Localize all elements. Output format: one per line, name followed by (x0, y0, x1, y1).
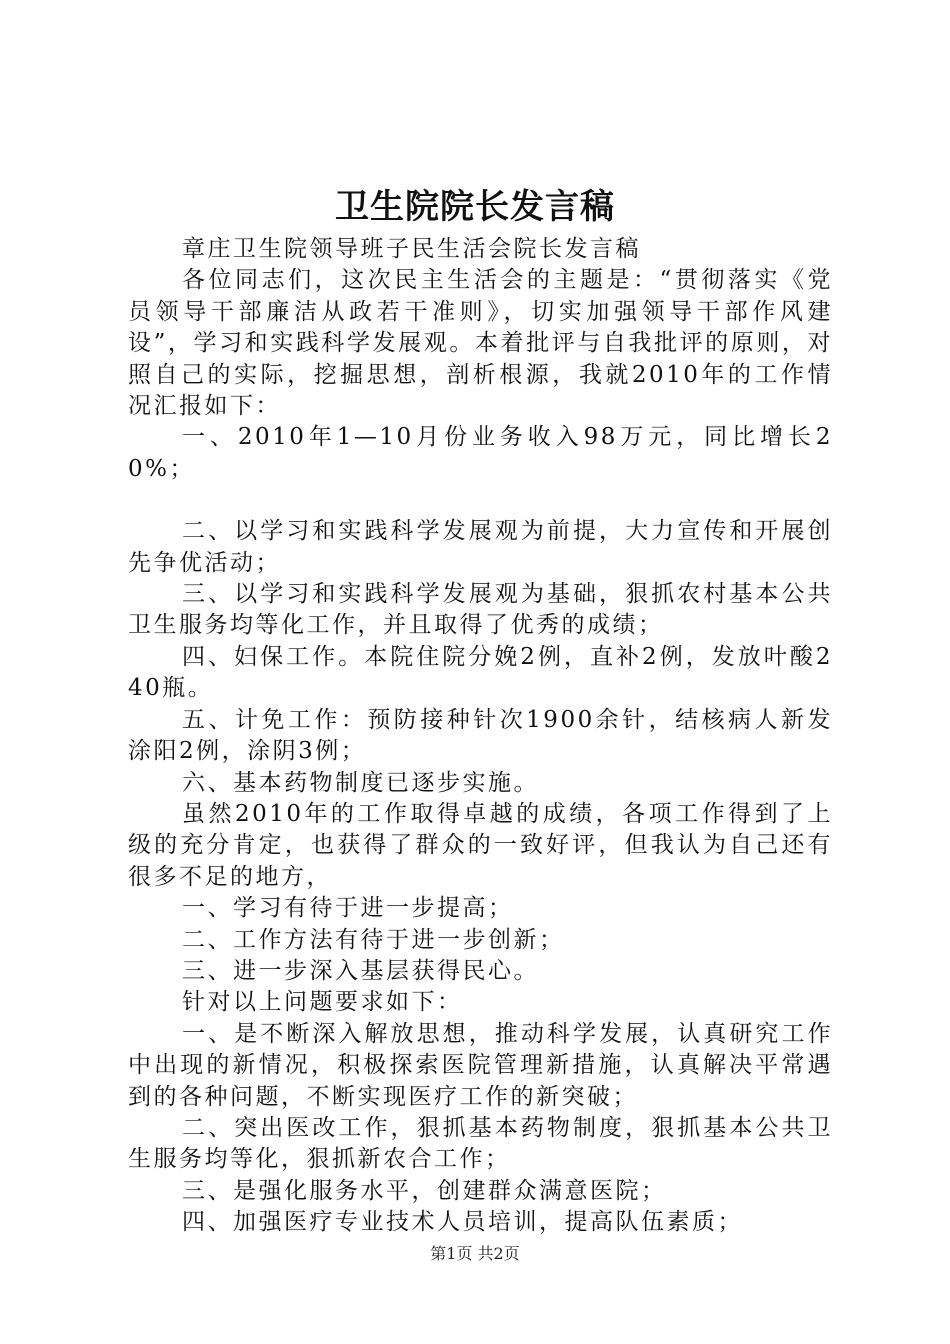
paragraph-item-4: 四、妇保工作。本院住院分娩2例，直补2例，发放叶酸240瓶。 (128, 643, 833, 702)
paragraph-requirement-2: 二、突出医改工作，狠抓基本药物制度，狠抓基本公共卫生服务均等化，狠抓新农合工作； (128, 1114, 833, 1173)
paragraph-item-2: 二、以学习和实践科学发展观为前提，大力宣传和开展创先争优活动； (128, 518, 833, 576)
paragraph-item-5: 五、计免工作：预防接种针次1900余针，结核病人新发涂阳2例，涂阴3例； (128, 706, 833, 765)
paragraph-subtitle: 章庄卫生院领导班子民生活会院长发言稿 (182, 236, 641, 262)
paragraph-item-3: 三、以学习和实践科学发展观为基础，狠抓农村基本公共卫生服务均等化工作，并且取得了优秀的成绩； (128, 581, 833, 639)
document-body (128, 234, 833, 1239)
paragraph-requirement-3: 三、是强化服务水平，创建群众满意医院； (182, 1177, 667, 1204)
paragraph-item-6: 六、基本药物制度已逐步实施。 (182, 769, 539, 796)
document-title: 卫生院院长发言稿 (335, 187, 615, 227)
paragraph-requirement-4: 四、加强医疗专业技术人员培训，提高队伍素质； (182, 1209, 743, 1236)
paragraph-summary: 虽然2010年的工作取得卓越的成绩，各项工作得到了上级的充分肯定，也获得了群众的一致好评，但我认为自己还有很多不足的地方， (128, 800, 833, 890)
paragraph-item-1: 一、2010年1—10月份业务收入98万元，同比增长20%； (128, 424, 833, 482)
paragraph-shortcoming-1: 一、学习有待于进一步提高； (182, 895, 514, 922)
paragraph-shortcoming-3: 三、进一步深入基层获得民心。 (182, 957, 539, 984)
page-footer: 第1页 共2页 (430, 1244, 520, 1263)
blank-line (128, 485, 833, 516)
paragraph-requirement-1: 一、是不断深入解放思想，推动科学发展，认真研究工作中出现的新情况，积极探索医院管理新措施，认真解决平常遇到的各种问题，不断实现医疗工作的新突破； (128, 1020, 833, 1110)
paragraph-shortcoming-2: 二、工作方法有待于进一步创新； (182, 926, 565, 953)
paragraph-intro: 各位同志们，这次民主生活会的主题是：“贯彻落实《党员领导干部廉洁从政若干准则》，切实加强领导干部作风建设”，学习和实践科学发展观。本着批评与自我批评的原则，对照自己的实际，挖掘思想，剖析根源，我就2010年的工作情况汇报如下： (128, 267, 833, 420)
paragraph-requirements-heading: 针对以上问题要求如下： (182, 989, 463, 1016)
